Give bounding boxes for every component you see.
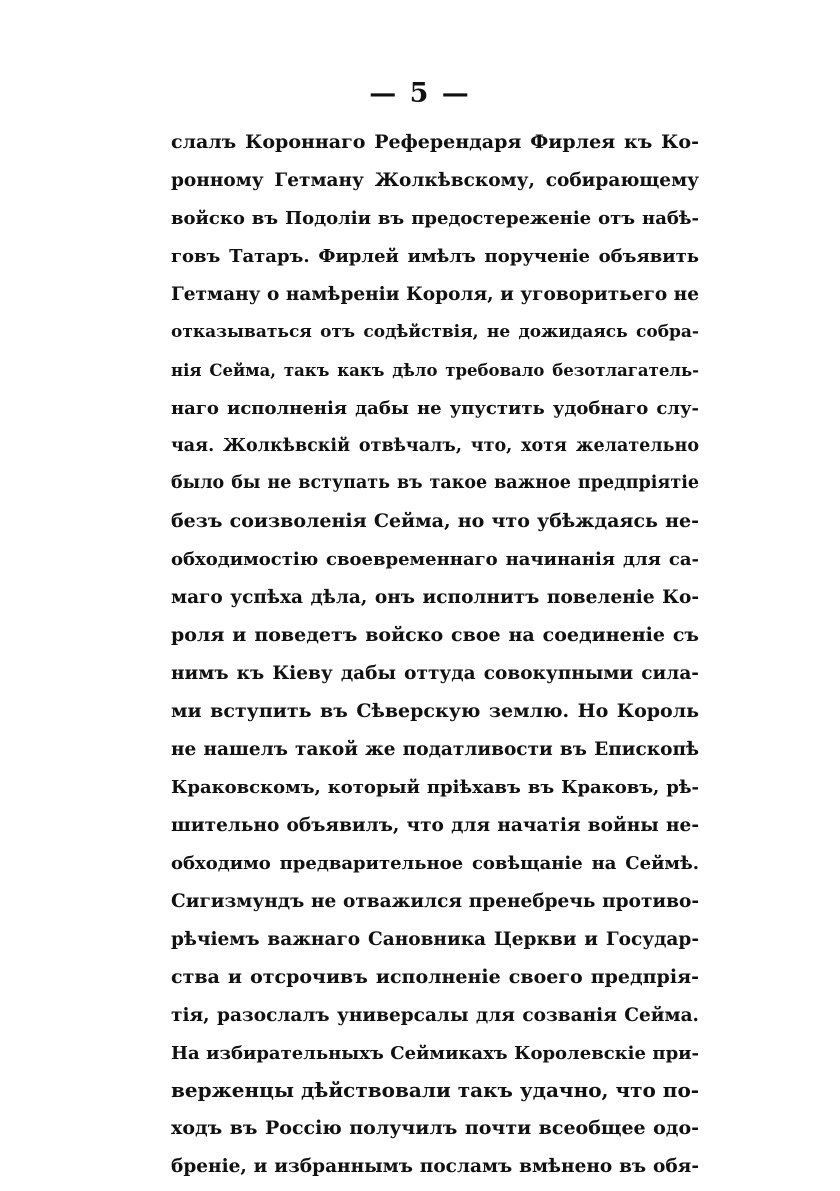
- text-line: безъ соизволенія Сейма, но что убѣждаясь не-: [171, 510, 699, 533]
- text-line: рѣчіемъ важнаго Сановника Церкви и Государ-: [171, 928, 699, 950]
- text-line: бреніе, и избраннымъ посламъ вмѣнено въ обя-: [171, 1156, 699, 1178]
- body-text: [171, 124, 699, 1186]
- text-line: ронному Гетману Жолкѣвскому, собирающему: [171, 169, 699, 191]
- text-line: отказываться отъ содѣйствія, не дожидаясь собра-: [171, 321, 699, 342]
- text-line: Гетману о намѣреніи Короля, и уговоритьего не: [171, 283, 699, 305]
- text-line: наго исполненія дабы не упустить удобнаго слу-: [171, 397, 699, 419]
- text-line: говъ Татаръ. Фирлей имѣлъ порученіе объявить: [171, 245, 699, 267]
- text-line: было бы не вступать въ такое важное предпріятіе: [171, 473, 699, 494]
- text-line: Сигизмундъ не отважился пренебречь противо-: [171, 890, 699, 912]
- text-line: ми вступить въ Сѣверскую землю. Но Король: [171, 700, 699, 723]
- text-line: шительно объявилъ, что для начатія войны не-: [171, 814, 699, 836]
- text-line: войско въ Подоліи въ предостереженіе отъ набѣ-: [171, 207, 699, 229]
- text-line: слалъ Короннаго Референдаря Фирлея къ Ко-: [171, 131, 699, 153]
- text-line: обходимо предварительное совѣщаніе на Сеймѣ.: [171, 852, 699, 874]
- text-line: тія, разослалъ универсалы для созванія Сейма.: [171, 1004, 699, 1026]
- text-line: На избирательныхъ Сеймикахъ Королевскіе при-: [171, 1042, 699, 1064]
- text-line: обходимостію своевременнаго начинанія для са-: [171, 549, 699, 571]
- text-line: роля и поведетъ войско свое на соединеніе съ: [171, 624, 699, 647]
- page-number: — 5 —: [369, 78, 471, 109]
- text-line: нимъ къ Кіеву дабы оттуда совокупными сила-: [171, 663, 699, 685]
- text-line: не нашелъ такой же податливости въ Епископѣ: [171, 739, 699, 760]
- text-line: нія Сейма, такъ какъ дѣло требовало безотлагатель-: [171, 360, 699, 380]
- text-line: ходъ въ Россію получилъ почти всеобщее одо-: [171, 1117, 699, 1140]
- text-line: чая. Жолкѣвскій отвѣчалъ, что, хотя желательно: [171, 435, 699, 456]
- text-line: верженцы дѣйствовали такъ удачно, что по-: [171, 1078, 699, 1103]
- text-line: ства и отсрочивъ исполненіе своего предпрія-: [171, 965, 699, 988]
- text-line: маго успѣха дѣла, онъ исполнитъ повеленіе Ко-: [171, 587, 699, 609]
- text-line: Краковскомъ, который пріѣхавъ въ Краковъ, рѣ-: [171, 776, 699, 798]
